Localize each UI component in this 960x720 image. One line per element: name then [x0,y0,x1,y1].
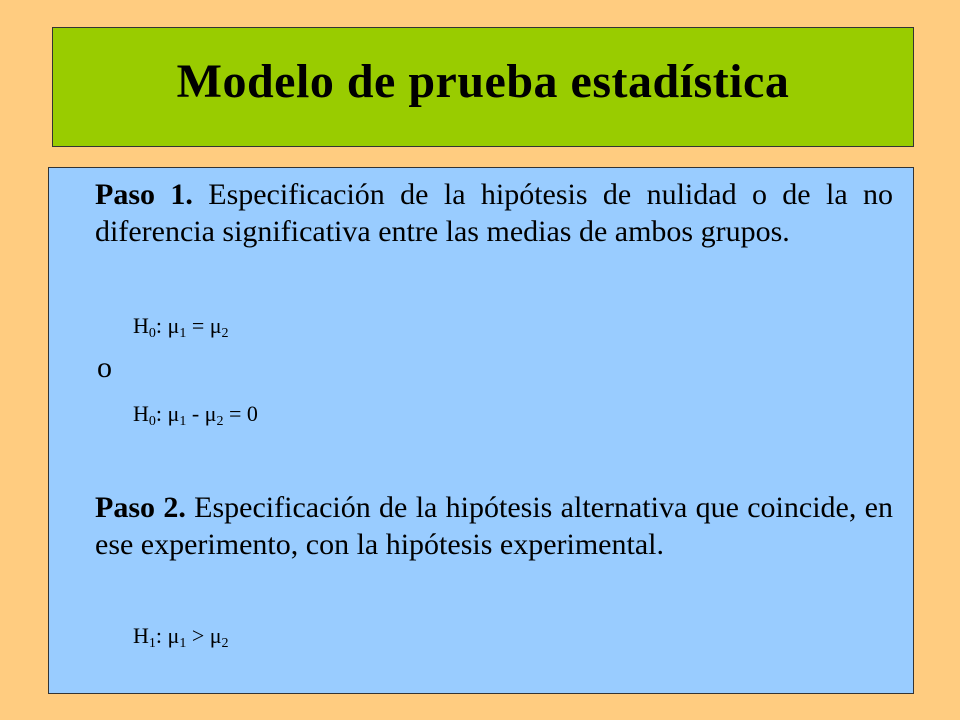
slide-title: Modelo de prueba estadística [176,54,790,108]
content-panel [48,167,914,694]
step-2-text: Especificación de la hipótesis alternativa que coincide, en ese experimento, con la hipótesis experimental. [95,491,893,561]
title-banner [52,27,914,147]
step-2-label: Paso 2. [95,491,186,524]
alternative-hypothesis-formula: $H_1$: $\mu_1 > \mu_2$ [133,623,229,651]
null-hypothesis-formula: $H_0$: $\mu_1 = \mu_2$ [133,313,229,341]
or-connector: o [97,351,112,384]
step-2-paragraph [95,489,893,563]
step-1-paragraph [95,176,893,250]
step-1-text: Especificación de la hipótesis de nulidad o de la no diferencia significativa entre las medias de ambos grupos. [95,178,894,248]
step-1-label: Paso 1. [95,178,193,211]
null-hypothesis-difference-formula: $H_0$: $\mu_1 - \mu_2 = 0$ [133,401,258,429]
